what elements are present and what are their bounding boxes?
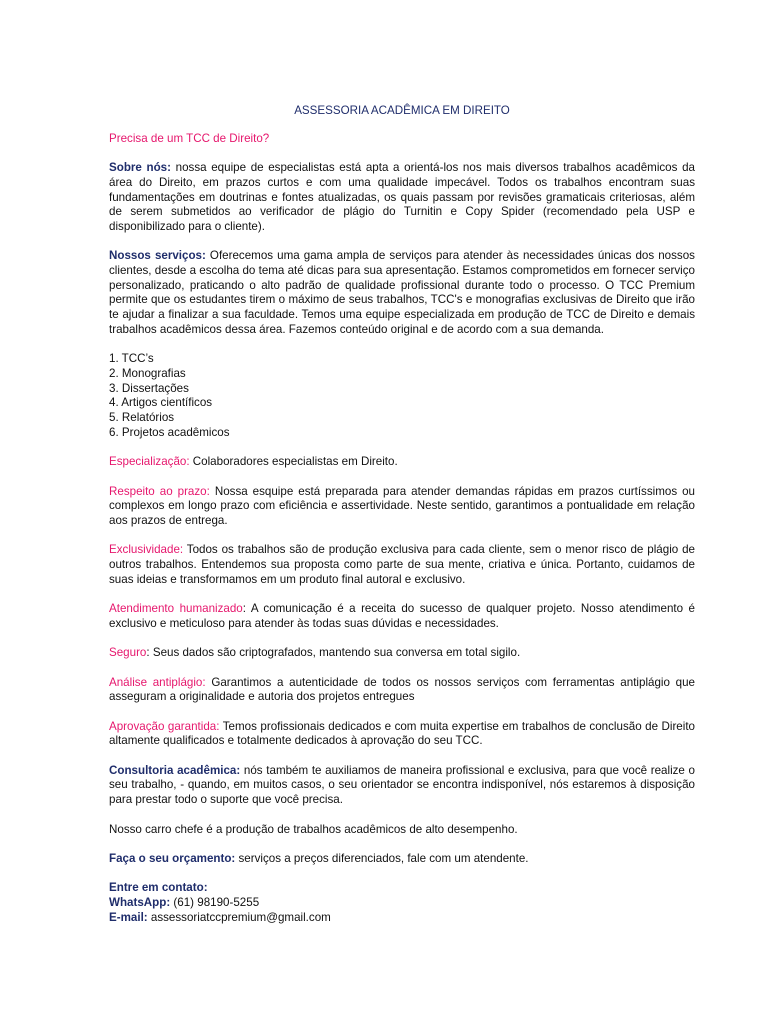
section-orcamento (109, 852, 695, 867)
section-text: serviços a preços diferenciados, fale com um atendente. (235, 851, 529, 865)
section-label: Sobre nós: (109, 161, 171, 175)
list-item: 6. Projetos acadêmicos (109, 425, 230, 439)
feature-text: Todos os trabalhos são de produção exclusiva para cada cliente, sem o menor risco de plágio de outros trabalhos. Entendemos sua proposta como parte de sua mente, criativa e única. Portanto, cuidamos de suas ideias e transformamos em um produto final autoral e exclusivo. (109, 543, 695, 586)
section-text: Oferecemos uma gama ampla de serviços para atender às necessidades únicas dos nossos clientes, desde a escolha do tema até dicas para sua apresentação. Estamos comprometidos em fornecer serviço personalizado, praticando o alto padrão de qualidade profissional durante todo o processo. O TCC Premium permite que os estudantes tirem o máximo de seus trabalhos, TCC's e monografias exclusivas de Direito que irão te ajudar a finalizar a sua faculdade. Temos uma equipe especializada em produção de TCC de Direito e demais trabalhos acadêmicos dessa área. Fazemos conteúdo original e de acordo com a sua demanda. (109, 249, 695, 336)
feature-aprovacao-garantida (109, 720, 695, 749)
document-page (109, 104, 695, 925)
contact-block (109, 881, 695, 925)
feature-label: Seguro (109, 646, 147, 660)
list-item: 1. TCC’s (109, 352, 154, 366)
whatsapp-value: (61) 98190-5255 (170, 896, 260, 910)
section-text: nossa equipe de especialistas está apta a orientá-los nos mais diversos trabalhos acadêmicos da área do Direito, em prazos curtos e com uma qualidade impecável. Todos os trabalhos encontram suas fundamentações em doutrinas e fontes atualizadas, os quais passam por revisões gramaticais criteriosas, além de serem submetidos ao verificador de plágio do Turnitin e Copy Spider (recomendado pela USP e disponibilizado para o cliente). (109, 161, 695, 233)
section-label: Consultoria acadêmica: (109, 763, 241, 777)
feature-text: Temos profissionais dedicados e com muita expertise em trabalhos de conclusão de Direito altamente qualificados e totalmente dedicados à aprovação do seu TCC. (109, 719, 696, 748)
feature-atendimento-humanizado (109, 602, 695, 631)
feature-seguro (109, 646, 695, 661)
contact-whatsapp (109, 896, 695, 911)
list-item: 3. Dissertações (109, 381, 189, 395)
list-item: 2. Monografias (109, 366, 186, 380)
section-text: nós também te auxiliamos de maneira profissional e exclusiva, para que você realize o seu trabalho, - quando, em muitos casos, o seu orientador se encontra indisponível, nós estaremos à disposição para prestar todo o suporte que você precisa. (109, 763, 695, 807)
feature-respeito-prazo (109, 485, 695, 529)
list-item: 4. Artigos científicos (109, 396, 213, 410)
feature-especializacao (109, 455, 695, 470)
email-value: assessoriatccpremium@gmail.com (147, 910, 331, 924)
feature-text: Garantimos a autenticidade de todos os nossos serviços com ferramentas antiplágio que asseguram a originalidade e autoria dos projetos entregues (109, 675, 696, 704)
flagship-text: Nosso carro chefe é a produção de trabalhos acadêmicos de alto desempenho. (109, 822, 518, 836)
whatsapp-label: WhatsApp: (109, 896, 171, 910)
document-title: ASSESSORIA ACADÊMICA EM DIREITO (294, 104, 510, 117)
section-sobre-nos (109, 161, 695, 235)
contact-heading: Entre em contato: (109, 881, 208, 895)
section-consultoria (109, 764, 695, 808)
feature-text: Colaboradores especialistas em Direito. (189, 455, 398, 469)
services-list (109, 352, 695, 440)
feature-analise-antiplagio (109, 676, 695, 705)
feature-label: Aprovação garantida: (109, 719, 220, 733)
feature-exclusividade (109, 543, 695, 587)
contact-email (109, 911, 695, 926)
list-item: 5. Relatórios (109, 411, 175, 425)
section-nossos-servicos (109, 249, 695, 337)
feature-text: Nossa esquipe está preparada para atender demandas rápidas em prazos curtíssimos ou complexos em longo prazo com eficiência e assertividade. Neste sentido, garantimos a pontualidade em relação aos prazos de entrega. (109, 484, 695, 527)
section-label: Nossos serviços: (109, 249, 206, 263)
feature-label: Exclusividade: (109, 543, 184, 557)
feature-text: : Seus dados são criptografados, mantendo sua conversa em total sigilo. (146, 646, 521, 660)
email-label: E-mail: (109, 910, 148, 924)
feature-label: Especialização: (109, 455, 190, 469)
feature-label: Análise antiplágio: (109, 675, 206, 689)
feature-text: : A comunicação é a receita do sucesso de qualquer projeto. Nosso atendimento é exclusivo e meticuloso para atender às todas suas dúvidas e necessidades. (109, 602, 695, 630)
section-label: Faça o seu orçamento: (109, 851, 236, 865)
feature-label: Atendimento humanizado (109, 602, 243, 616)
feature-label: Respeito ao prazo: (109, 484, 210, 498)
document-subtitle: Precisa de um TCC de Direito? (109, 131, 270, 145)
